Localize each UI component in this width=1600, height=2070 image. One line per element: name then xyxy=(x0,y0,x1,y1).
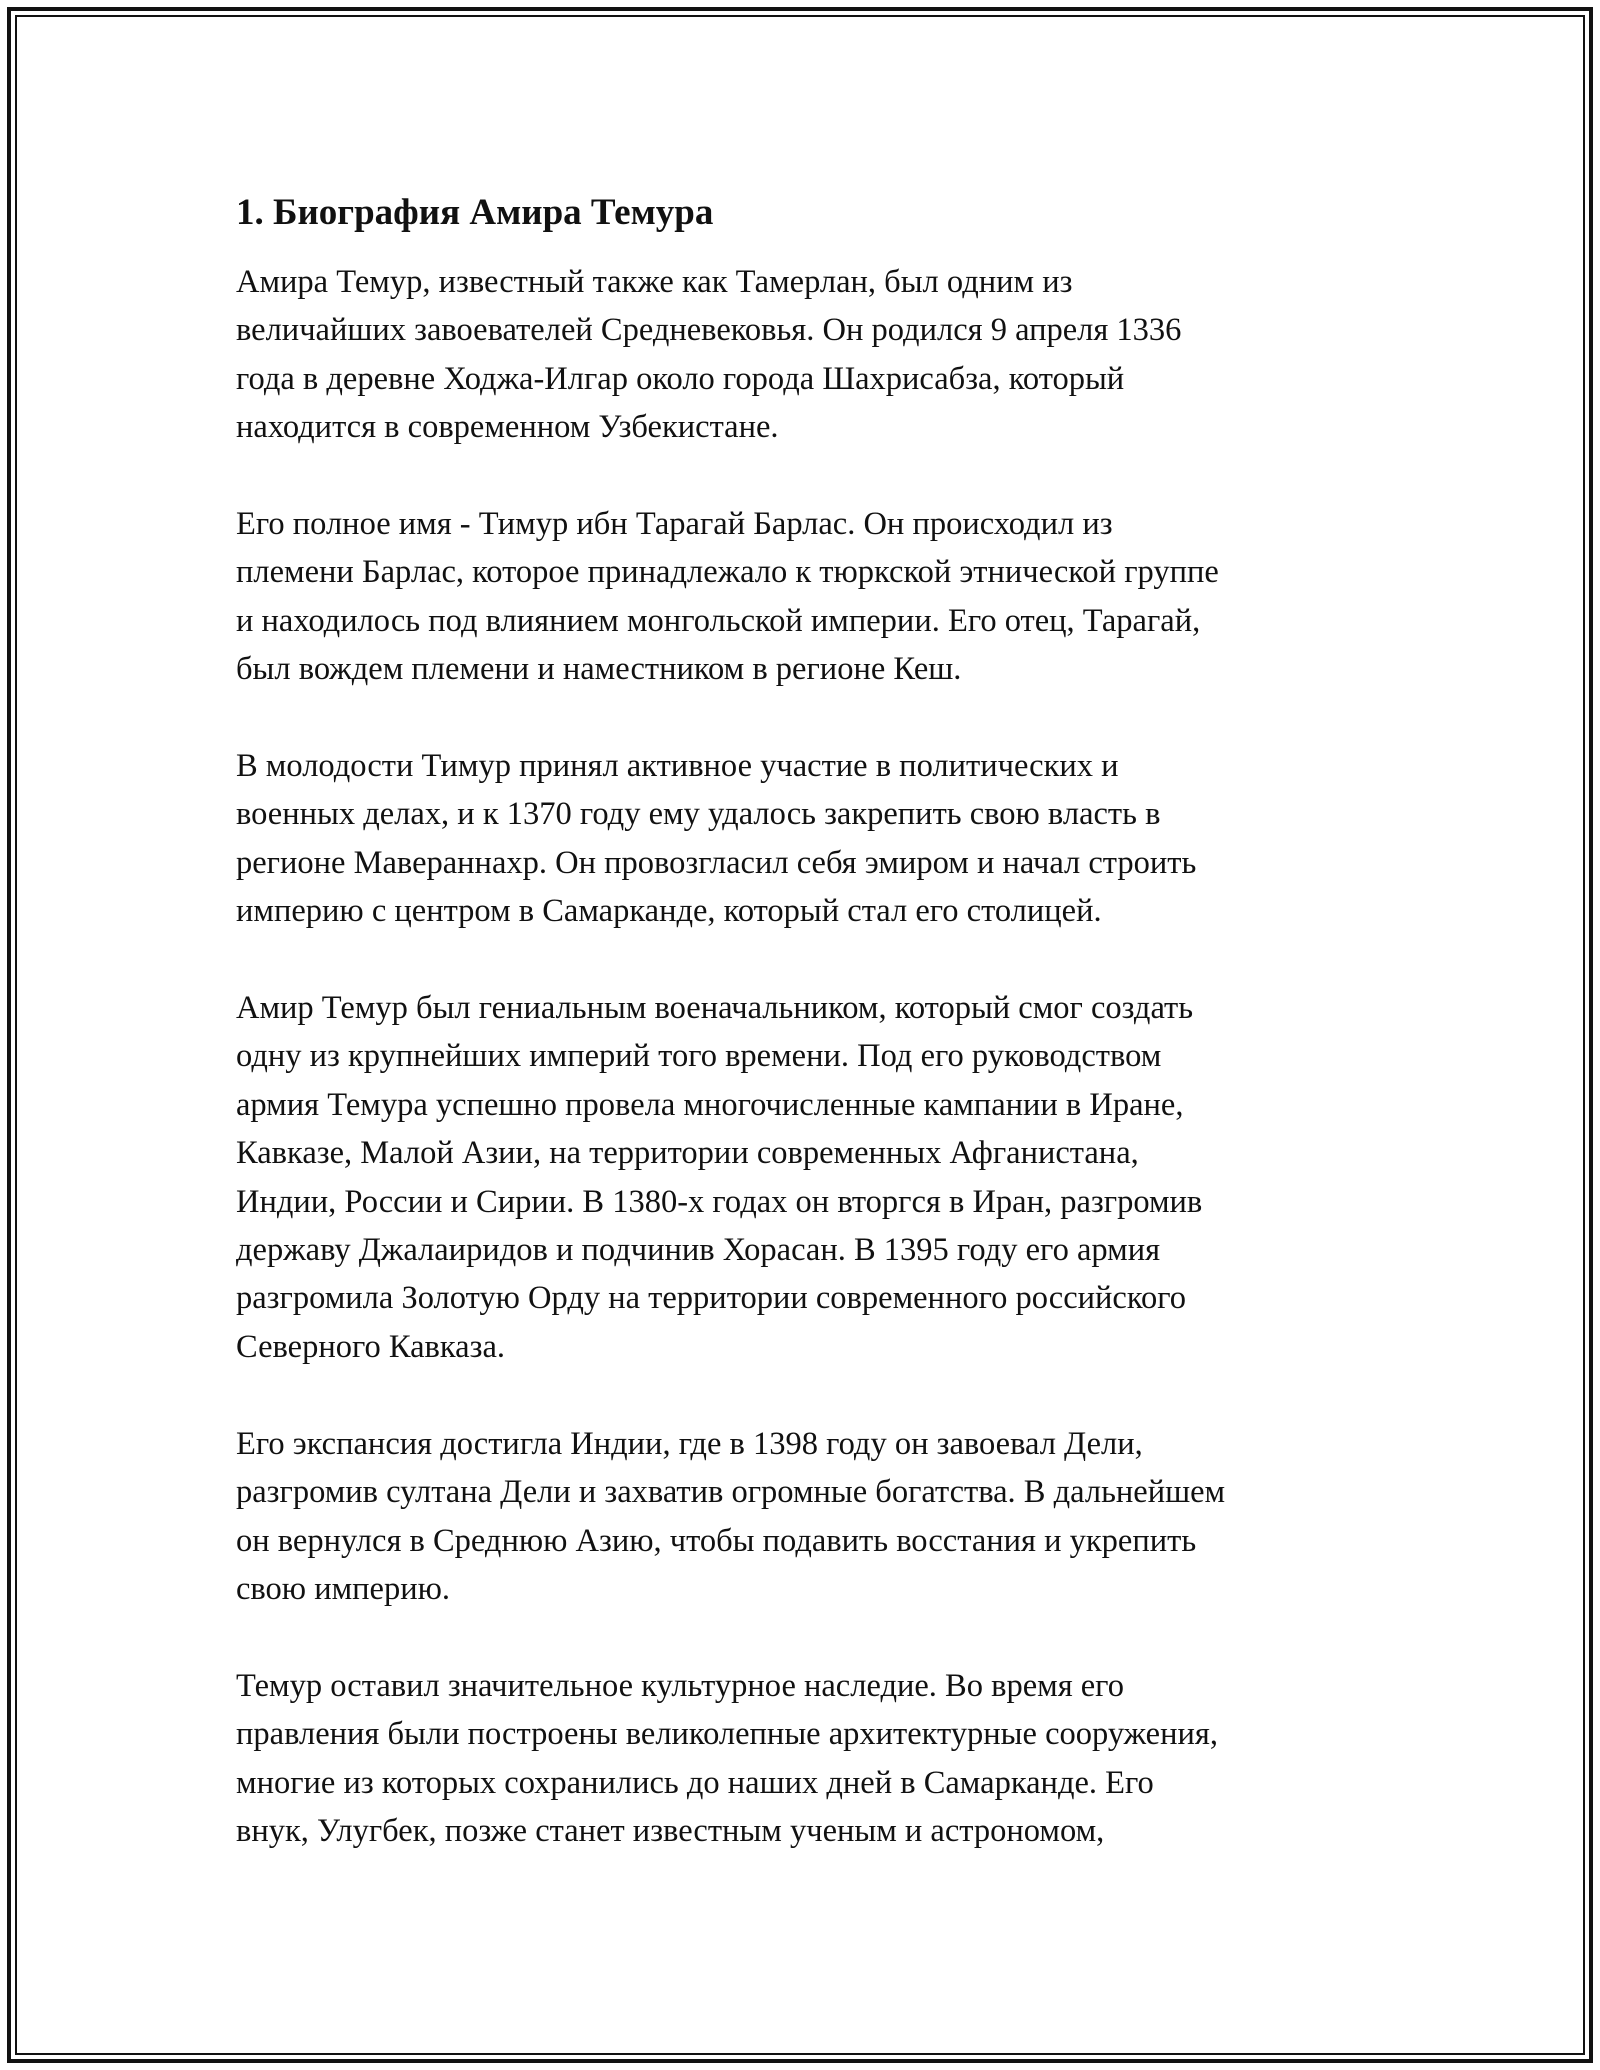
paragraph-india-expansion: Его экспансия достигла Индии, где в 1398 году он завоевал Дели, разгромив султана Дели и захватив огромные богатства. В дальнейшем он вернулся в Среднюю Азию, чтобы подавить восстания и укрепить свою империю. xyxy=(236,1425,1226,1607)
section-heading: 1. Биография Амира Темура xyxy=(236,192,714,233)
paragraph-cultural-legacy: Темур оставил значительное культурное наследие. Во время его правления были построены великолепные архитектурные сооружения, многие из которых сохранились до наших дней в Самарканде. Его внук, Улугбек, позже станет известным ученым и астрономом, xyxy=(236,1667,1218,1849)
paragraph-birth: Амира Темур, известный также как Тамерлан, был одним из величайших завоевателей Средневековья. Он родился 9 апреля 1336 года в деревне Ходжа-Илгар около города Шахрисабза, который находится в современном Узбекистане. xyxy=(236,264,1182,446)
paragraph-rise-to-power: В молодости Тимур принял активное участие в политических и военных делах, и к 1370 году ему удалось закрепить свою власть в регионе Мавераннахр. Он провозгласил себя эмиром и начал строить империю с центром в Самарканде, который стал его столицей. xyxy=(236,748,1197,930)
document-body xyxy=(236,186,1426,1855)
paragraph-military-campaigns: Амир Темур был гениальным военачальником, который смог создать одну из крупнейших империй того времени. Под его руководством армия Темура успешно провела многочисленные кампании в Иране, Кавказе, Малой Азии, на территории современных Афганистана, Индии, России и Сирии. В 1380-х годах он вторгся в Иран, разгромив державу Джалаиридов и подчинив Хорасан. В 1395 году его армия разгромила Золотую Орду на территории современного российского Северного Кавказа. xyxy=(236,990,1203,1365)
paragraph-origin: Его полное имя - Тимур ибн Тарагай Барлас. Он происходил из племени Барлас, которое принадлежало к тюркской этнической группе и находилось под влиянием монгольской империи. Его отец, Тарагай, был вождем племени и наместником в регионе Кеш. xyxy=(236,506,1219,688)
